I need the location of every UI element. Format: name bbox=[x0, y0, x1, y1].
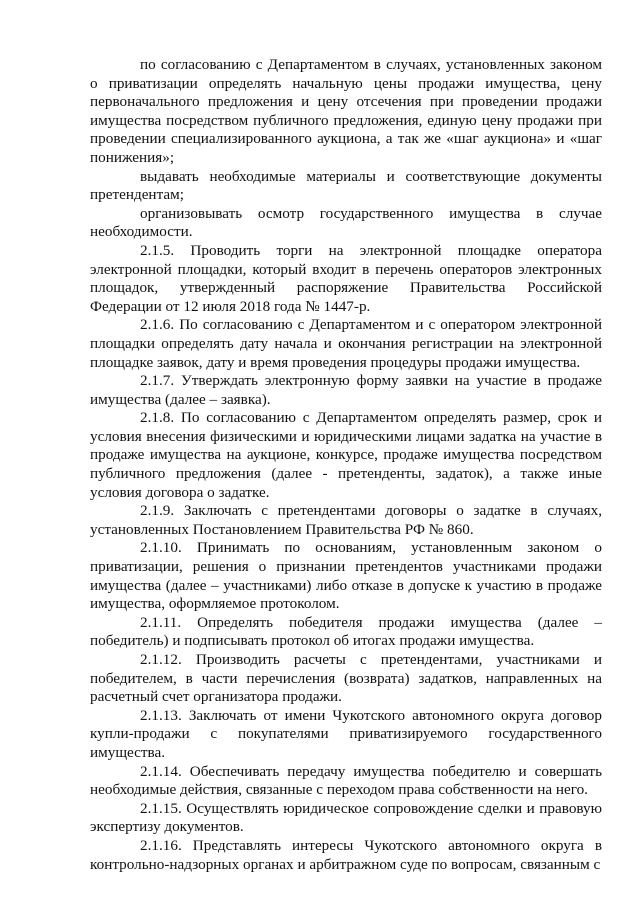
paragraph-2-1-16: 2.1.16. Представлять интересы Чукотского автономного округа в контрольно-надзорных органах и арбитражном суде по вопросам, связанным с bbox=[90, 836, 602, 873]
paragraph-2-1-10: 2.1.10. Принимать по основаниям, установленным законом о приватизации, решения о признании претендентов участниками продажи имущества (далее – участниками) либо отказе в допуске к участию в продаже имущества, оформляемое протоколом. bbox=[90, 539, 602, 613]
paragraph-2-1-13: 2.1.13. Заключать от имени Чукотского автономного округа договор купли-продажи с покупателями приватизируемого государственного имущества. bbox=[90, 706, 602, 761]
paragraph-pricing-approval: по согласованию с Департаментом в случаях, установленных законом о приватизации определять начальную цены продажи имущества, цену первоначального предложения и цену отсечения при проведении продажи имущества посредством публичного предложения, единую цену продажи при проведении специализированного аукциона, а так же «шаг аукциона» и «шаг понижения»; bbox=[90, 56, 602, 166]
paragraph-2-1-6: 2.1.6. По согласованию с Департаментом и с оператором электронной площадки определять дату начала и окончания регистрации на электронной площадке заявок, дату и время проведения процедуры продажи имущества. bbox=[90, 316, 602, 371]
paragraph-2-1-5: 2.1.5. Проводить торги на электронной площадке оператора электронной площадки, который входит в перечень операторов электронных площадок, утвержденный распоряжение Правительства Российской Федерации от 12 июля 2018 года № 1447-р. bbox=[90, 241, 602, 315]
paragraph-2-1-14: 2.1.14. Обеспечивать передачу имущества победителю и совершать необходимые действия, связанные с переходом права собственности на него. bbox=[90, 762, 602, 799]
paragraph-2-1-15: 2.1.15. Осуществлять юридическое сопровождение сделки и правовую экспертизу документов. bbox=[90, 799, 602, 836]
paragraph-2-1-9: 2.1.9. Заключать с претендентами договоры о задатке в случаях, установленных Постановлением Правительства РФ № 860. bbox=[90, 502, 602, 538]
paragraph-2-1-11: 2.1.11. Определять победителя продажи имущества (далее – победитель) и подписывать протокол об итогах продажи имущества. bbox=[90, 613, 602, 650]
document-page bbox=[90, 56, 602, 874]
paragraph-2-1-7: 2.1.7. Утверждать электронную форму заявки на участие в продаже имущества (далее – заявка). bbox=[90, 372, 602, 408]
paragraph-issue-materials: выдавать необходимые материалы и соответствующие документы претендентам; bbox=[90, 167, 602, 204]
paragraph-2-1-12: 2.1.12. Производить расчеты с претендентами, участниками и победителем, в части перечисления (возврата) задатков, направленных на расчетный счет организатора продажи. bbox=[90, 651, 602, 706]
paragraph-2-1-8: 2.1.8. По согласованию с Департаментом определять размер, срок и условия внесения физическими и юридическими лицами задатка на участие в продаже имущества на аукционе, конкурсе, продаже имущества посредством публичного предложения (далее - претенденты, задаток), а также иные условия договора о задатке. bbox=[90, 409, 602, 501]
paragraph-organize-inspection: организовывать осмотр государственного имущества в случае необходимости. bbox=[90, 204, 602, 241]
